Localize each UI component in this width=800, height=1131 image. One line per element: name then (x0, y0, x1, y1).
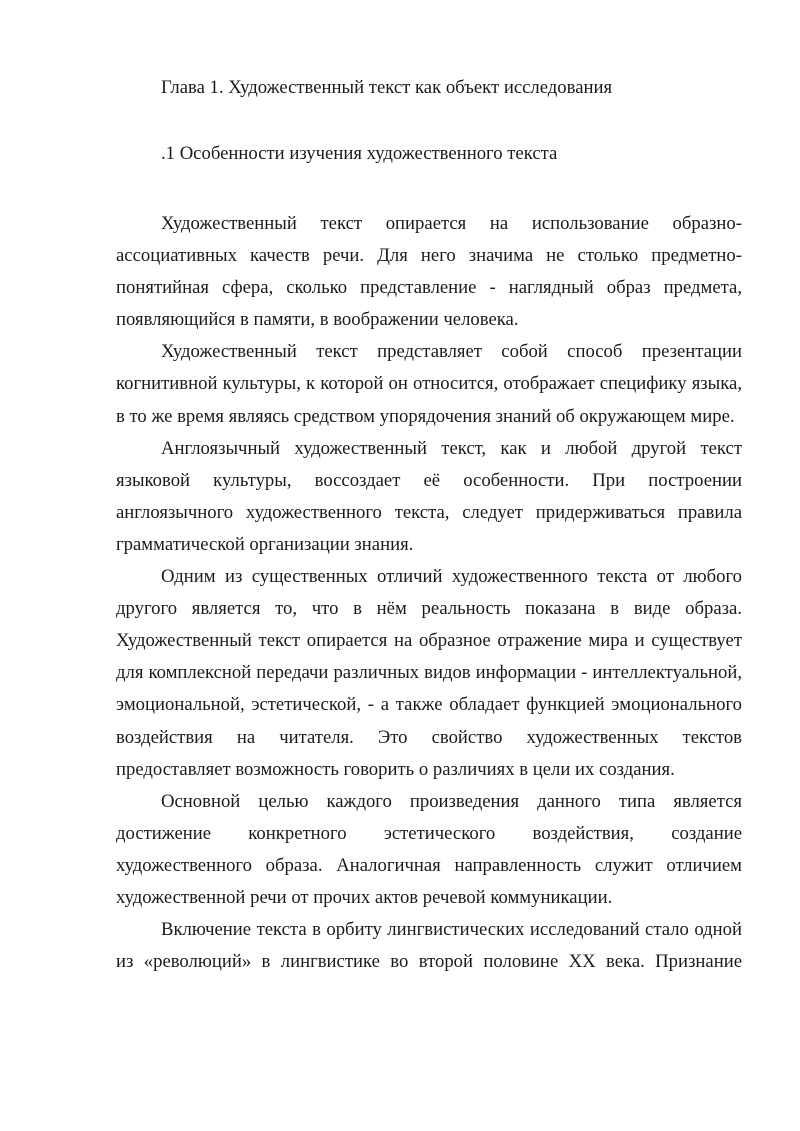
paragraph: Художественный текст опирается на использование образно-ассоциативных качеств речи. Для него значима не столько предметно-понятийная сфера, сколько представление - наглядный образ предмета, появляющийся в памяти, в воображении человека. (116, 213, 742, 331)
paragraph: Англоязычный художественный текст, как и любой другой текст языковой культуры, воссоздает её особенности. При построении англоязычного художественного текста, следует придерживаться правила грамматической организации знания. (116, 437, 742, 555)
chapter-title: Глава 1. Художественный текст как объект исследования (161, 77, 613, 98)
paragraph-continued: Включение текста в орбиту лингвистических исследований стало одной из «революций» в лингвистике во второй половине XX века. Признание (116, 919, 742, 973)
section-title: .1 Особенности изучения художественного текста (161, 143, 558, 164)
paragraph: Художественный текст представляет собой способ презентации когнитивной культуры, к которой он относится, отображает специфику языка, в то же время являясь средством упорядочения знаний об окружающем мире. (116, 341, 742, 427)
body-text (116, 208, 742, 978)
paragraph: Одним из существенных отличий художественного текста от любого другого является то, что в нём реальность показана в виде образа. Художественный текст опирается на образное отражение мира и существует для комплексной передачи различных видов информации - интеллектуальной, эмоциональной, эстетической, - а также обладает функцией эмоционального воздействия на читателя. Это свойство художественных текстов предоставляет возможность говорить о различиях в цели их создания. (116, 566, 742, 780)
paragraph: Основной целью каждого произведения данного типа является достижение конкретного эстетического воздействия, создание художественного образа. Аналогичная направленность служит отличием художественной речи от прочих актов речевой коммуникации. (116, 790, 742, 908)
